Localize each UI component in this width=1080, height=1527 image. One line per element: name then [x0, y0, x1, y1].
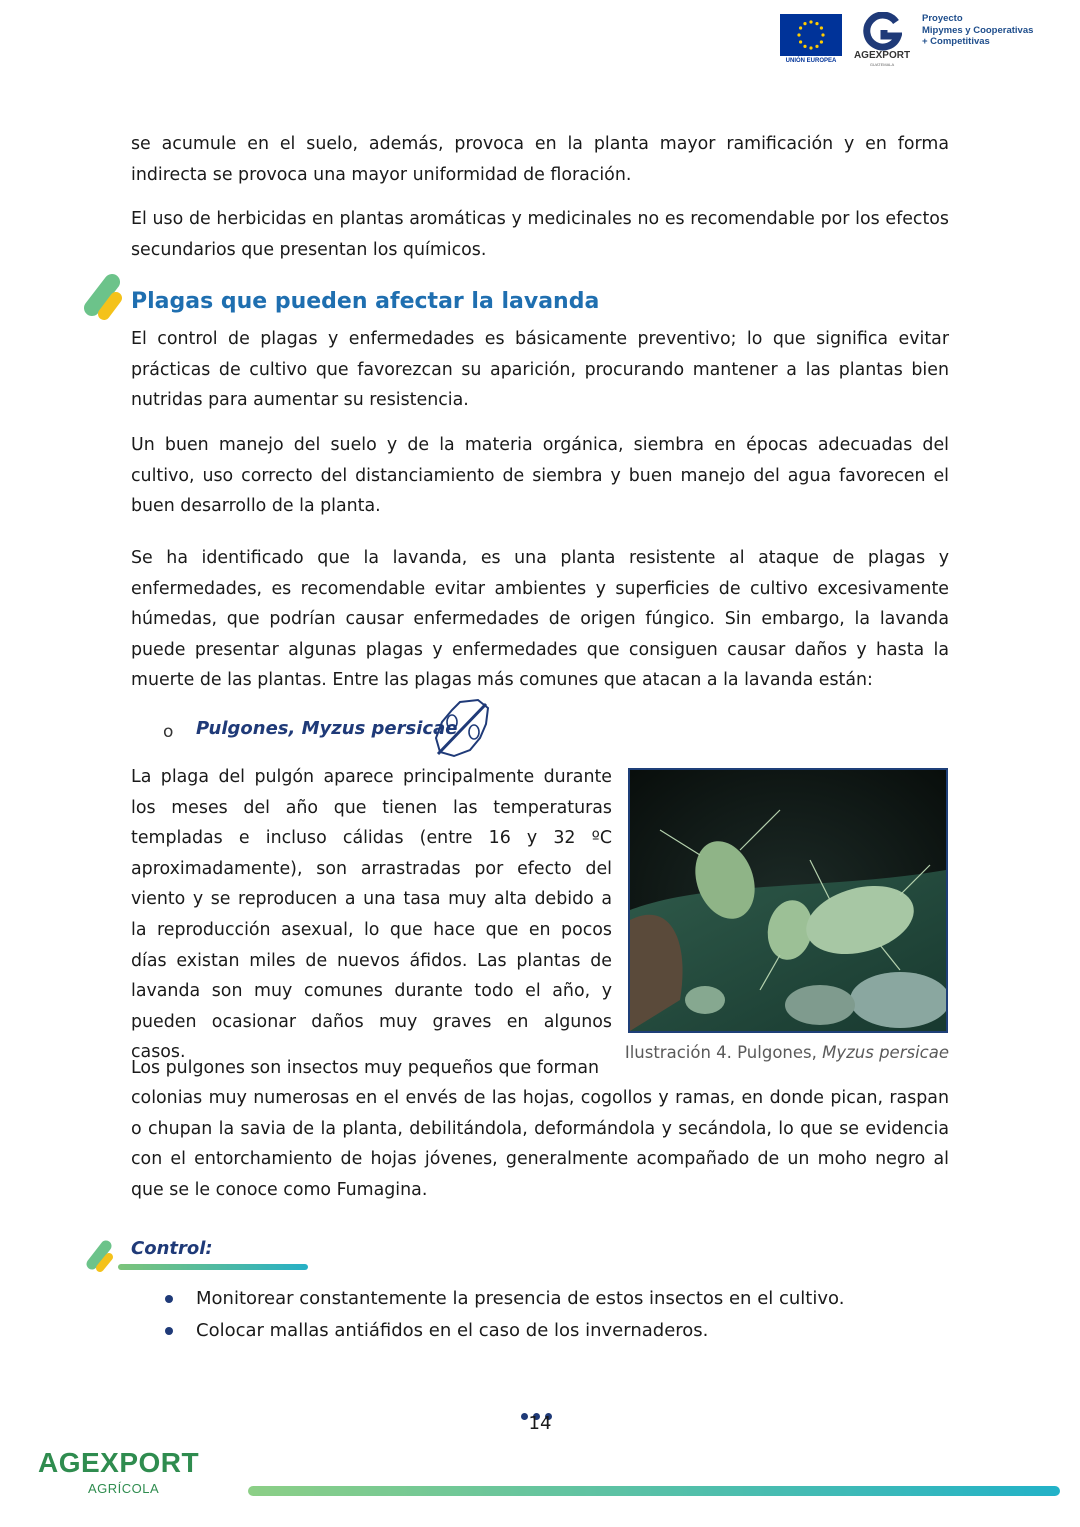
section-paragraph-3	[131, 543, 949, 696]
page-dots-icon	[521, 1405, 561, 1413]
control-title: Control:	[131, 1238, 213, 1259]
wrap-paragraph-start	[131, 1053, 621, 1084]
paragraph: El uso de herbicidas en plantas aromáticas y medicinales no es recomendable por los efectos secundarios que presentan los químicos.	[131, 209, 949, 260]
agexport-g-logo-icon	[862, 12, 902, 52]
pest-title: Pulgones, Myzus persicae	[196, 718, 458, 739]
footer-brand-sub: AGRÍCOLA	[88, 1481, 160, 1496]
eu-label: UNIÓN EUROPEA	[785, 58, 837, 64]
photo-caption	[600, 1043, 949, 1062]
list-item: Monitorear constantemente la presencia de estos insectos en el cultivo.	[163, 1283, 844, 1315]
agexport-small-logo-sub: GUATEMALA	[869, 62, 895, 67]
paragraph: El control de plagas y enfermedades es básicamente preventivo; lo que significa evitar prácticas de cultivo que favorezcan su aparición, procurando mantener a las plantas bien nutridas para aumentar su resistencia.	[131, 329, 949, 411]
paragraph: Se ha identificado que la lavanda, es una planta resistente al ataque de plagas y enfermedades, es recomendable evitar ambientes y superficies de cultivo excesivamente húmedas, que podrían causar enfermedades de origen fúngico. Sin embargo, la lavanda puede presentar algunas plagas y enfermedades que consiguen causar daños y hasta la muerte de las plantas. Entre las plagas más comunes que atacan a la lavanda están:	[131, 548, 949, 691]
insect-pest-icon	[430, 698, 492, 760]
section-paragraph-1	[131, 324, 949, 416]
section-paragraph-2	[131, 430, 949, 522]
section-title: Plagas que pueden afectar la lavanda	[131, 289, 600, 314]
list-item: Colocar mallas antiáfidos en el caso de los invernaderos.	[163, 1315, 844, 1347]
footer-bar	[248, 1486, 1060, 1496]
intro-block	[131, 129, 949, 190]
aphids-photo	[628, 768, 948, 1033]
paragraph: Un buen manejo del suelo y de la materia orgánica, siembra en épocas adecuadas del cultivo, uso correcto del distanciamiento de siembra y buen manejo del agua favorecen el buen desarrollo de la planta.	[131, 435, 949, 517]
caption-species: Myzus persicae	[822, 1043, 949, 1062]
paragraph: Los pulgones son insectos muy pequeños que forman	[131, 1058, 600, 1078]
project-name: Proyecto Mipymes y Cooperativas + Competitivas	[922, 13, 1034, 47]
paragraph: colonias muy numerosas en el envés de las hojas, cogollos y ramas, en donde pican, raspan o chupan la savia de la planta, debilitándola, deformándola y secándola, lo que se evidencia con el entorchamiento de hojas jóvenes, generalmente acompañado de un moho negro al que se le conoce como Fumagina.	[131, 1088, 949, 1200]
control-bullet-icon	[84, 1238, 116, 1274]
paragraph: se acumule en el suelo, además, provoca en la planta mayor ramificación y en forma indirecta se provoca una mayor uniformidad de floración.	[131, 134, 949, 185]
agexport-small-logo-text: AGEXPORT	[853, 50, 911, 61]
section-bullet-icon	[80, 272, 126, 324]
wrap-paragraph-rest	[131, 1083, 949, 1205]
eu-flag-icon	[780, 14, 842, 56]
intro-block-2	[131, 204, 949, 265]
control-underline	[118, 1264, 308, 1270]
caption-prefix: Ilustración 4. Pulgones,	[624, 1043, 823, 1062]
paragraph: La plaga del pulgón aparece principalmente durante los meses del año que tienen las temperaturas templadas e incluso cálidas (entre 16 y 32 ºC aproximadamente), son arrastradas por efecto del viento y se reproducen a una tasa muy alta debido a la reproducción asexual, lo que hace que en pocos días existan miles de nuevos áfidos. Las plantas de lavanda son muy comunes durante todo el año, y pueden ocasionar daños muy graves en algunos casos.	[131, 767, 612, 1063]
pest-description	[131, 762, 612, 1068]
control-list	[163, 1283, 844, 1347]
footer-brand: AGEXPORT	[38, 1447, 200, 1478]
header-logos	[780, 12, 1050, 72]
page-number: 14	[528, 1413, 552, 1434]
pest-bullet: o	[163, 722, 174, 742]
